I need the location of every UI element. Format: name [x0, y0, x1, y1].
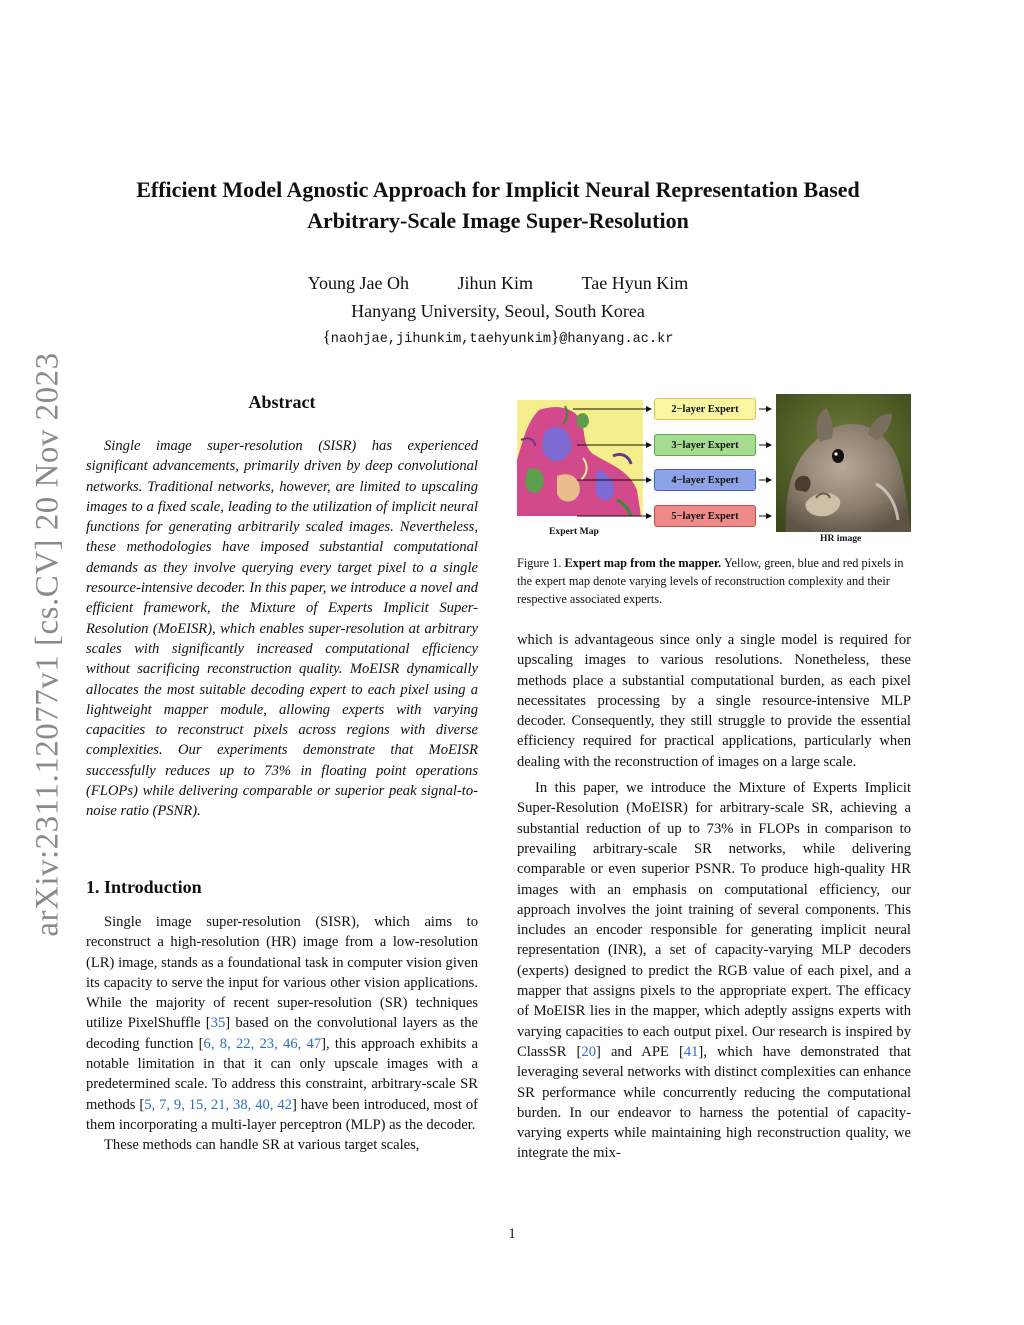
citation-link[interactable]: 20 — [581, 1043, 597, 1060]
email-domain: @hanyang.ac.kr — [559, 332, 674, 347]
expert-label: 4−layer Expert — [671, 474, 739, 486]
citation-link[interactable]: 6, 8, 22, 23, 46, 47 — [203, 1035, 322, 1052]
email-brace-close: } — [551, 327, 560, 346]
citation-link[interactable]: 5, 7, 9, 15, 21, 38, 40, 42 — [144, 1096, 292, 1113]
intro-paragraph-3: which is advantageous since only a single model is required for upscaling images to various resolutions. Nonetheless, these methods place a substantial computational burden, as each pixel necessitates processing by a single resource-intensive MLP decoder. Consequently, they still struggle to provide the essential efficiency required for practical applications, particularly when dealing with the reconstruction of images on a large scale. — [517, 632, 911, 770]
expert-box-4-layer — [654, 469, 756, 491]
paper-title — [90, 174, 906, 236]
paragraph-text: ] and APE [ — [596, 1043, 684, 1060]
expert-map-label: Expert Map — [549, 526, 599, 537]
expert-label: 2−layer Expert — [671, 403, 739, 415]
email-brace-open: { — [322, 327, 331, 346]
figure-1-caption — [517, 554, 911, 608]
paragraph-text: In this paper, we introduce the Mixture of Experts Implicit Super-Resolution (MoEISR) for arbitrary-scale SR, achieving a substantial reduction of up to 73% in FLOPs in comparison to prevailing arbitrary-scale SR networks, while delivering comparable or even superior PSNR. To produce high-quality HR images with an emphasis on computational efficiency, our approach involves the joint training of several components. This includes an encoder responsible for generating implicit neural representation (INR), a set of capacity-varying MLP decoders (experts) designed to predict the RGB value of each pixel, and a mapper that assigns pixels to the appropriate expert. The efficacy of MoEISR lies in the mapper, which adeptly assigns experts with varying capacities to each output pixel. Our research is inspired by ClassSR [ — [517, 780, 911, 1060]
title-line-2: Arbitrary-Scale Image Super-Resolution — [307, 208, 689, 233]
intro-paragraph-1 — [86, 912, 478, 1135]
expert-label: 5−layer Expert — [671, 510, 739, 522]
left-column-body — [86, 912, 478, 1156]
arxiv-id: arXiv:2311.12077v1 [cs.CV] 20 Nov 2023 — [29, 351, 66, 937]
hr-squirrel-image — [776, 394, 911, 532]
abstract-heading: Abstract — [248, 392, 316, 412]
section-heading-introduction: 1. Introduction — [86, 877, 202, 897]
paragraph-text: ] have been introduced, most of them incorporating a multi-layer perceptron (MLP) as the decoder. — [86, 1096, 479, 1133]
email-names: naohjae,jihunkim,taehyunkim — [330, 332, 552, 347]
abstract-text: Single image super-resolution (SISR) has experienced significant advancements, primarily driven by deep convolutional networks. Traditional networks, however, are limited to upscaling images to a fixed scale, leading to the utilization of implicit neural functions for generating arbitrarily scaled images. Nevertheless, these methodologies have imposed substantial computational demands as they involve querying every target pixel to a single resource-intensive decoder. In this paper, we introduce a novel and efficient framework, the Mixture of Experts Implicit Super-Resolution (MoEISR), which enables super-resolution at arbitrary scales with significantly increased computational efficiency without sacrificing reconstruction quality. MoEISR dynamically allocates the most suitable decoding expert to each pixel using a lightweight mapper module, allowing experts with varying capacities to reconstruct pixels across regions with diverse complexities. Our experiments demonstrate that MoEISR successfully reduces up to 73% in floating point operations (FLOPs) while delivering comparable or superior peak signal-to-noise ratio (PSNR). — [86, 438, 478, 820]
paragraph-text: ], which have demonstrated that leveraging several networks with distinct complexities can enhance SR performance while concurrently reducing the computational burden. In our endeavor to harness the potential of capacity-varying experts while maintaining high reconstruction quality, we integrate the mix- — [517, 1043, 911, 1162]
author-1: Young Jae Oh — [307, 273, 409, 293]
paragraph-text: ] based on the convolutional layers as the decoding function [ — [86, 1015, 478, 1052]
paragraph-text: ], this approach exhibits a notable limitation in that it can only upscale images with a predetermined scale. To address this constraint, arbitrary-scale SR methods [ — [86, 1035, 479, 1113]
page-number: 1 — [508, 1226, 516, 1242]
intro-paragraph-4 — [517, 778, 911, 1164]
citation-link[interactable]: 41 — [683, 1043, 699, 1060]
expert-box-3-layer — [654, 434, 756, 456]
expert-box-5-layer — [654, 505, 756, 527]
author-3: Tae Hyun Kim — [581, 273, 689, 293]
author-2: Jihun Kim — [457, 273, 533, 293]
caption-bold: Expert map from the mapper. — [564, 556, 722, 570]
expert-label: 3−layer Expert — [671, 439, 739, 451]
figure-1 — [517, 394, 911, 546]
expert-map-image — [517, 400, 643, 516]
email-line — [90, 327, 906, 347]
paragraph-text: Single image super-resolution (SISR), which aims to reconstruct a high-resolution (HR) image from a low-resolution (LR) image, stands as a foundational task in computer vision given its capacity to serve the input for various other vision applications. While the majority of recent super-resolution (SR) techniques utilize PixelShuffle [ — [86, 914, 478, 1032]
affiliation: Hanyang University, Seoul, South Korea — [351, 301, 645, 321]
arxiv-stamp — [28, 346, 68, 942]
caption-text: Yellow, green, blue and red pixels in the expert map denote varying levels of reconstruction complexity and their respective associated experts. — [517, 556, 904, 606]
hr-image-label: HR image — [820, 533, 862, 544]
title-line-1: Efficient Model Agnostic Approach for Implicit Neural Representation Based — [136, 177, 860, 202]
right-column-body — [517, 630, 911, 1164]
expert-box-2-layer — [654, 398, 756, 420]
citation-link[interactable]: 35 — [210, 1015, 226, 1032]
intro-paragraph-2: These methods can handle SR at various target scales, — [104, 1137, 420, 1154]
caption-prefix: Figure 1. — [517, 556, 562, 570]
author-list — [90, 270, 906, 296]
